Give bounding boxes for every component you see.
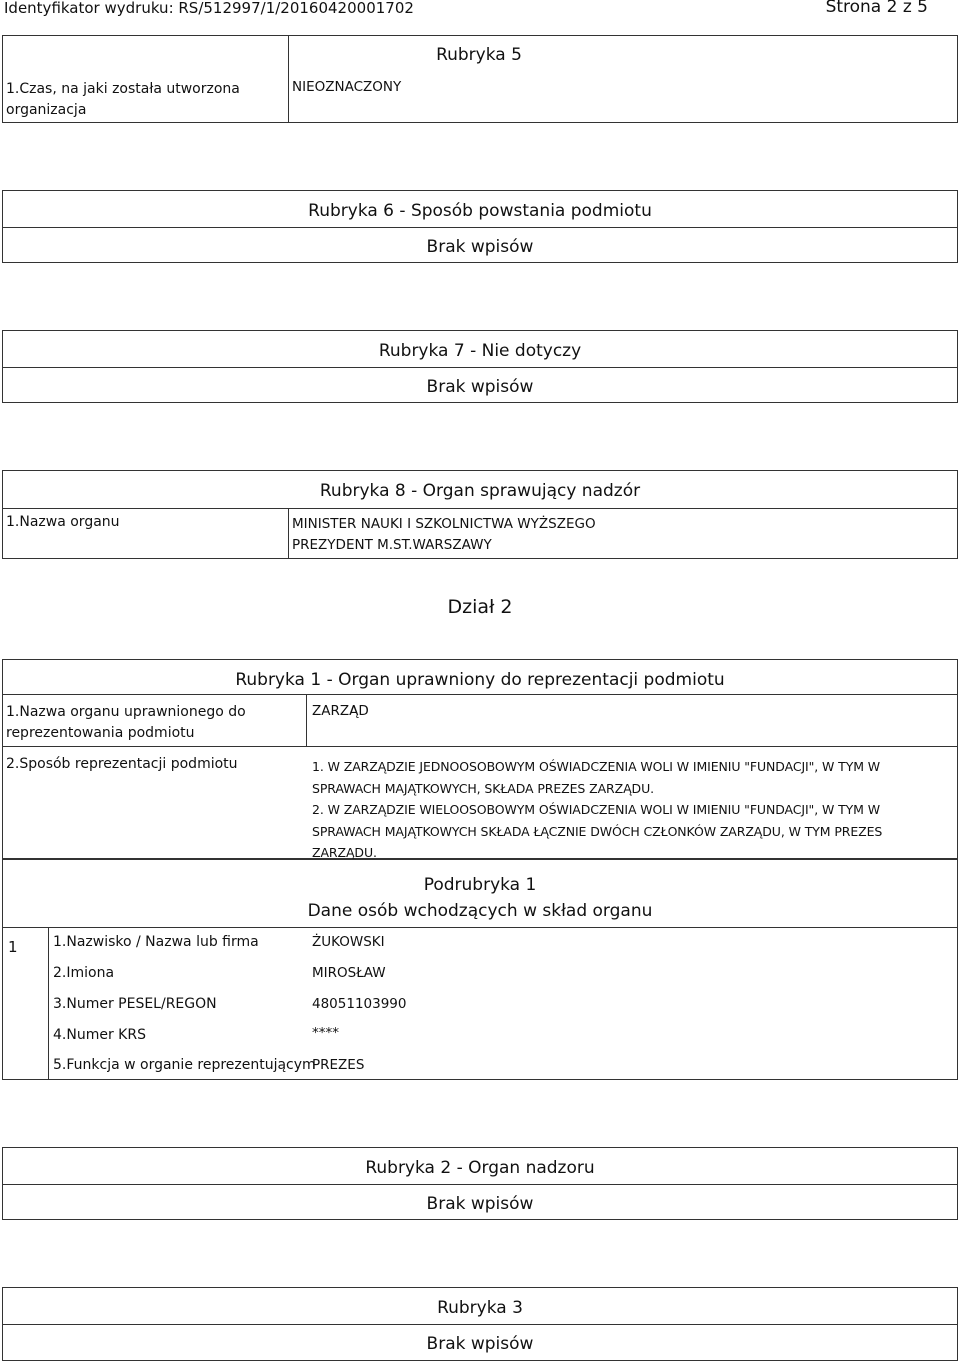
field-label-representation: 2.Sposób reprezentacji podmiotu <box>6 756 238 772</box>
field-label-surname: 1.Nazwisko / Nazwa lub firma <box>53 934 259 950</box>
podrubryka-1-subtitle: Dane osób wchodzących w skład organu <box>307 901 653 921</box>
section-title-dzial-2: Dział 2 <box>447 596 513 618</box>
field-value-krs: **** <box>312 1025 339 1041</box>
field-value-organ-name: MINISTER NAUKI I SZKOLNICTWA WYŻSZEGO PREZYDENT M.ST.WARSZAWY <box>292 516 596 553</box>
field-value-first-names: MIROSŁAW <box>312 965 386 981</box>
rubryka-8-title: Rubryka 8 - Organ sprawujący nadzór <box>319 481 641 501</box>
field-label-function: 5.Funkcja w organie reprezentującym <box>53 1057 316 1073</box>
print-identifier: Identyfikator wydruku: RS/512997/1/20160420001702 <box>4 0 414 17</box>
field-value-duration: NIEOZNACZONY <box>292 79 402 95</box>
rubryka-6-title: Rubryka 6 - Sposób powstania podmiotu <box>308 201 652 221</box>
d2-rubryka-2-empty: Brak wpisów <box>426 1194 534 1214</box>
field-value-surname: ŻUKOWSKI <box>312 934 385 950</box>
d2-rubryka-1-title: Rubryka 1 - Organ uprawniony do reprezentacji podmiotu <box>235 670 725 690</box>
person-row-number: 1 <box>8 938 18 956</box>
page-number: Strona 2 z 5 <box>825 0 928 17</box>
field-label-organ-authorized: 1.Nazwa organu uprawnionego do reprezentowania podmiotu <box>6 704 246 741</box>
field-value-organ-authorized: ZARZĄD <box>312 703 369 719</box>
d2-rubryka-3-empty: Brak wpisów <box>426 1334 534 1354</box>
podrubryka-1-title: Podrubryka 1 <box>423 875 537 895</box>
d2-rubryka-3-title: Rubryka 3 <box>437 1298 523 1318</box>
field-label-duration: 1.Czas, na jaki została utworzona organizacja <box>6 81 240 118</box>
field-label-pesel: 3.Numer PESEL/REGON <box>53 996 217 1012</box>
field-value-function: PREZES <box>312 1057 365 1073</box>
rubryka-7-empty: Brak wpisów <box>426 377 534 397</box>
field-value-representation: 1. W ZARZĄDZIE JEDNOOSOBOWYM OŚWIADCZENIA WOLI W IMIENIU "FUNDACJI", W TYM W SPRAWACH MAJĄTKOWYCH, SKŁADA PREZES ZARZĄDU. 2. W ZARZĄDZIE WIELOOSOBOWYM OŚWIADCZENIA WOLI W IMIENIU "FUNDACJI", W TYM W SPRAWACH MAJĄTKOWYCH SKŁADA ŁĄCZNIE DWÓCH CZŁONKÓW ZARZĄDU, W TYM PREZES ZARZĄDU. <box>312 759 883 860</box>
field-label-organ-name: 1.Nazwa organu <box>6 514 120 530</box>
d2-rubryka-2-title: Rubryka 2 - Organ nadzoru <box>365 1158 595 1178</box>
field-label-krs: 4.Numer KRS <box>53 1027 146 1043</box>
field-label-first-names: 2.Imiona <box>53 965 115 981</box>
field-value-pesel: 48051103990 <box>312 996 407 1012</box>
rubryka-7-title: Rubryka 7 - Nie dotyczy <box>378 341 582 361</box>
rubryka-6-empty: Brak wpisów <box>426 237 534 257</box>
rubryka-5-title: Rubryka 5 <box>436 45 522 65</box>
